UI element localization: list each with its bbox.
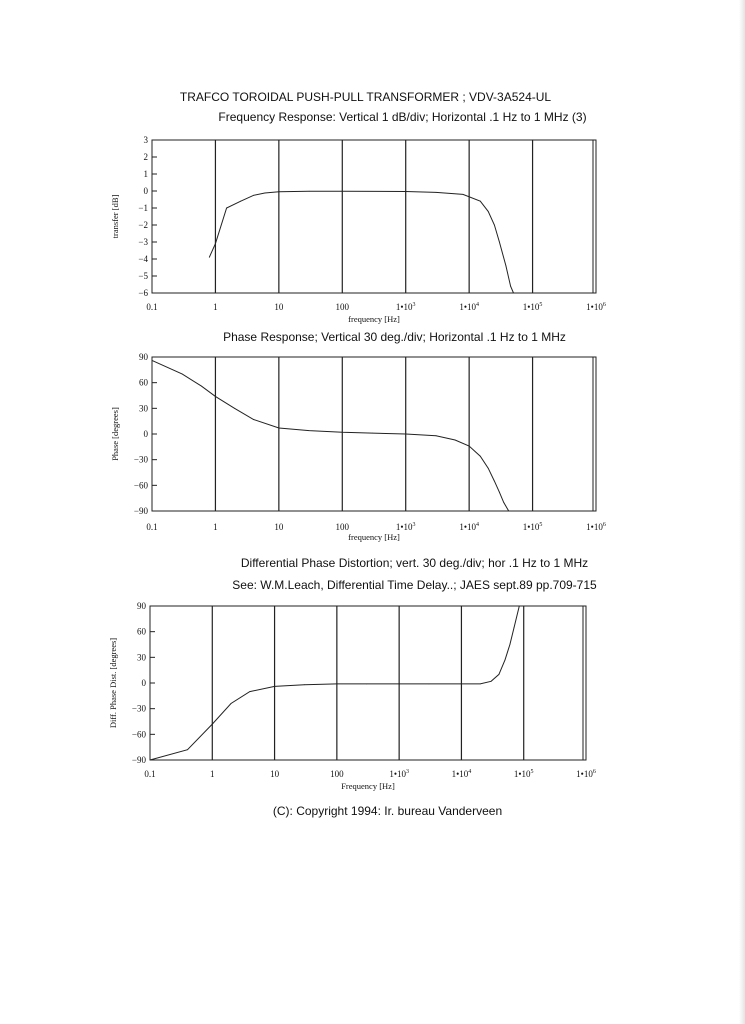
chart3-data-point — [491, 681, 492, 682]
chart2-x-axis-label: frequency [Hz] — [348, 532, 400, 542]
chart1-x-tick-label: $1•10^3$ — [395, 302, 416, 312]
chart2-data-point — [234, 408, 235, 409]
chart1-y-tick-label: −3 — [138, 237, 148, 247]
chart2-y-tick-label: −60 — [133, 480, 148, 491]
chart1-data-point — [209, 257, 210, 258]
chart3-data-point — [480, 684, 481, 685]
differential-phase-title: Differential Phase Distortion; vert. 30 deg./div; hor .1 Hz to 1 MHz — [240, 556, 589, 570]
chart1-y-tick-label: −5 — [138, 271, 148, 281]
chart3-y-axis-label: Diff. Phase Dist. [degrees] — [108, 637, 118, 729]
chart2-y-axis-label: Phase [degrees] — [110, 407, 120, 461]
chart2-data-point — [499, 492, 500, 493]
chart1-data-point — [499, 242, 500, 243]
page-title: TRAFCO TOROIDAL PUSH-PULL TRANSFORMER ; VDV-3A524-UL — [179, 90, 552, 104]
chart3-y-tick-label: −90 — [131, 755, 146, 765]
chart2-y-tick-label: 60 — [139, 377, 148, 388]
chart1-data-point — [226, 208, 227, 209]
chart2-series-phase — [152, 360, 509, 511]
chart3-data-point — [249, 691, 250, 692]
phase-response-title: Phase Response; Vertical 30 deg./div; Horizontal .1 Hz to 1 MHz — [223, 330, 566, 344]
chart3-x-tick-label: 100 — [330, 769, 344, 779]
chart2-x-tick-label: $1•10^5$ — [522, 522, 543, 532]
chart1-data-point — [342, 191, 343, 192]
chart1-x-tick-label: 10 — [274, 302, 284, 312]
chart1-y-tick-label: 3 — [143, 135, 148, 145]
chart2-x-tick-label: $1•10^4$ — [459, 522, 479, 532]
chart1-y-tick-label: 2 — [143, 152, 148, 162]
chart2-data-point — [436, 435, 437, 436]
chart2-y-tick-label: 0 — [143, 429, 148, 439]
chart2-x-tick-label: $1•10^3$ — [395, 522, 416, 532]
chart1-data-point — [506, 265, 507, 266]
chart3-x-tick-label: 1 — [210, 769, 215, 779]
chart2-data-point — [488, 468, 489, 469]
chart1-data-point — [463, 194, 464, 195]
chart1-x-tick-label: 1 — [213, 302, 218, 312]
chart1-x-tick-label: $1•10^5$ — [522, 302, 543, 312]
chart1-y-tick-label: −6 — [138, 288, 148, 298]
chart3-x-tick-label: 0.1 — [144, 769, 156, 779]
chart1-series-transfer — [209, 191, 513, 293]
chart1-y-tick-label: 1 — [143, 169, 148, 179]
chart3-y-tick-label: 30 — [137, 652, 146, 663]
chart1-x-tick-label: 0.1 — [146, 302, 158, 312]
scan-edge-shadow — [739, 0, 745, 1024]
chart3-y-tick-label: −60 — [131, 729, 146, 740]
chart2-x-tick-label: $1•10^6$ — [586, 522, 606, 532]
chart3-data-point — [514, 627, 515, 628]
chart2-data-point — [279, 428, 280, 429]
chart3-data-point — [304, 684, 305, 685]
chart3-data-point — [399, 684, 400, 685]
chart1-x-axis-label: frequency [Hz] — [348, 314, 400, 324]
chart3-data-point — [429, 684, 430, 685]
chart2-data-point — [494, 481, 495, 482]
chart3-data-point — [150, 760, 151, 761]
chart2-data-point — [508, 511, 509, 512]
chart3-x-tick-label: 10 — [270, 769, 280, 779]
differential-phase-reference: See: W.M.Leach, Differential Time Delay..; JAES sept.89 pp.709-715 — [232, 578, 597, 592]
copyright-text: (C): Copyright 1994: Ir. bureau Vanderveen — [272, 804, 503, 818]
chart3-x-tick-label: $1•10^4$ — [451, 769, 472, 779]
chart2-data-point — [469, 446, 470, 447]
chart1-data-point — [436, 192, 437, 193]
chart2-y-tick-label: 30 — [139, 403, 148, 414]
chart2-data-point — [152, 360, 153, 361]
chart3-y-tick-label: 0 — [141, 678, 146, 688]
frequency-response-title: Frequency Response: Vertical 1 dB/div; Horizontal .1 Hz to 1 MHz (3) — [218, 110, 587, 124]
chart2-x-tick-label: 1 — [213, 522, 218, 532]
chart2-data-point — [405, 434, 406, 435]
chart3-data-point — [505, 660, 506, 661]
chart1-x-tick-label: $1•10^4$ — [459, 302, 479, 312]
chart1-y-tick-label: −4 — [138, 254, 148, 264]
chart2-y-tick-label: −90 — [133, 506, 148, 516]
chart2-data-point — [201, 386, 202, 387]
chart2-y-tick-label: 90 — [139, 352, 148, 362]
chart2-data-point — [455, 440, 456, 441]
chart3-y-tick-label: −30 — [131, 703, 146, 714]
chart3-data-point — [212, 724, 213, 725]
chart3-y-tick-label: 90 — [137, 601, 146, 611]
chart3-x-tick-label: $1•10^3$ — [389, 769, 409, 779]
chart2-data-point — [342, 432, 343, 433]
chart2-data-point — [253, 419, 254, 420]
chart3-y-tick-label: 60 — [137, 626, 146, 637]
chart3-series-diff-phase — [150, 606, 519, 760]
chart1-data-point — [488, 211, 489, 212]
chart2-plot-frame — [152, 357, 596, 511]
chart1-x-tick-label: $1•10^6$ — [586, 302, 606, 312]
chart2-x-tick-label: 10 — [274, 522, 284, 532]
chart2-data-point — [215, 396, 216, 397]
chart1-x-tick-label: 100 — [335, 302, 350, 312]
chart2-data-point — [182, 374, 183, 375]
chart3-data-point — [231, 703, 232, 704]
chart3-x-axis-label: Frequency [Hz] — [341, 781, 395, 791]
chart1-data-point — [405, 191, 406, 192]
chart3-data-point — [274, 686, 275, 687]
chart1-plot-frame — [152, 140, 596, 293]
chart1-data-point — [510, 286, 511, 287]
chart1-data-point — [513, 293, 514, 294]
chart1-y-axis-label: transfer [dB] — [110, 194, 120, 239]
chart1-data-point — [494, 225, 495, 226]
chart3-x-tick-label: $1•10^6$ — [576, 769, 596, 779]
chart2-data-point — [503, 502, 504, 503]
chart1-y-tick-label: −1 — [138, 203, 148, 213]
chart2-y-tick-label: −30 — [133, 454, 148, 465]
chart1-data-point — [253, 195, 254, 196]
chart3-data-point — [499, 674, 500, 675]
chart3-data-point — [187, 749, 188, 750]
chart2-data-point — [372, 433, 373, 434]
chart3-data-point — [461, 684, 462, 685]
chart3-x-tick-label: $1•10^5$ — [513, 769, 534, 779]
chart2-x-tick-label: 100 — [335, 522, 350, 532]
chart3-data-point — [337, 684, 338, 685]
chart3-data-point — [510, 644, 511, 645]
chart1-data-point — [240, 201, 241, 202]
chart2-data-point — [480, 456, 481, 457]
chart1-data-point — [264, 193, 265, 194]
chart3-plot-frame — [150, 606, 586, 760]
chart1-y-tick-label: −2 — [138, 220, 148, 230]
chart1-y-tick-label: 0 — [143, 186, 148, 196]
chart2-x-tick-label: 0.1 — [146, 522, 158, 532]
chart3-data-point — [366, 684, 367, 685]
chart1-data-point — [309, 191, 310, 192]
chart1-data-point — [215, 243, 216, 244]
chart3-data-point — [519, 606, 520, 607]
chart2-data-point — [309, 430, 310, 431]
chart1-data-point — [480, 201, 481, 202]
chart1-data-point — [279, 191, 280, 192]
